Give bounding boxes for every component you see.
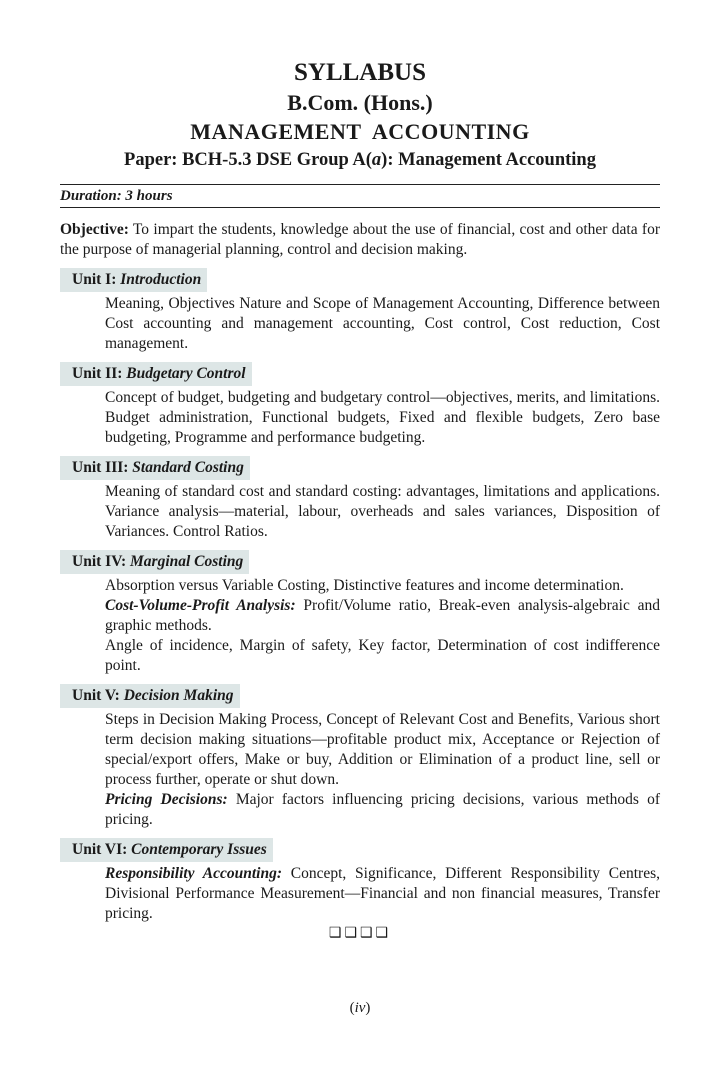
unit-name: Marginal Costing	[130, 552, 244, 570]
unit-paragraph	[105, 576, 660, 596]
topic-text: Steps in Decision Making Process, Concept of Relevant Cost and Benefits, Various short term decision making situations—profitable product mix, Acceptance or Rejection of special/export offers, Make or buy, Addition or Elimination of a product line, sell or process further, operate or shut down.	[105, 710, 660, 788]
unit-content	[105, 576, 660, 676]
topic-text: Meaning of standard cost and standard costing: advantages, limitations and applications. Variance analysis—material, labour, overheads and sales variances, Disposition of Variances. Control Ratios.	[105, 482, 660, 540]
topic-text: Angle of incidence, Margin of safety, Key factor, Determination of cost indifference point.	[105, 636, 660, 674]
unit-heading	[60, 456, 250, 480]
topic-text: Meaning, Objectives Nature and Scope of Management Accounting, Difference between Cost accounting and management accounting, Cost control, Cost reduction, Cost management.	[105, 294, 660, 352]
topic-lead: Pricing Decisions:	[105, 790, 228, 808]
unit-paragraph	[105, 596, 660, 636]
divider	[60, 207, 660, 208]
unit-paragraph	[105, 636, 660, 676]
unit-paragraph	[105, 482, 660, 542]
end-mark: ❑❑❑❑	[328, 925, 392, 941]
unit-heading	[60, 268, 207, 292]
unit-block	[60, 268, 660, 354]
unit-heading	[60, 362, 252, 386]
unit-name: Standard Costing	[132, 458, 244, 476]
unit-block	[60, 838, 660, 924]
objective-text: To impart the students, knowledge about the use of financial, cost and other data for the purpose of managerial planning, control and decision making.	[60, 220, 660, 258]
unit-paragraph	[105, 388, 660, 448]
unit-content	[105, 388, 660, 448]
unit-block	[60, 456, 660, 542]
unit-paragraph	[105, 710, 660, 790]
syllabus-page	[60, 58, 660, 942]
unit-heading	[60, 684, 240, 708]
unit-label: Unit V:	[72, 686, 124, 704]
page-title: SYLLABUS	[294, 59, 426, 86]
subject-title: MANAGEMENT ACCOUNTING	[190, 119, 530, 145]
unit-heading	[60, 550, 249, 574]
unit-name: Decision Making	[123, 686, 234, 704]
page-number-text: (iv)	[349, 1000, 371, 1016]
topic-lead: Responsibility Accounting:	[105, 864, 282, 882]
paper-title-text: Paper: BCH-5.3 DSE Group A(a): Management Accounting	[124, 149, 596, 170]
objective-paragraph	[60, 220, 660, 260]
objective-label: Objective:	[60, 220, 129, 238]
unit-name: Introduction	[120, 270, 202, 288]
paper-title	[60, 149, 660, 171]
unit-label: Unit IV:	[72, 552, 130, 570]
topic-text: Major factors influencing pricing decisions, various methods of pricing.	[105, 790, 660, 828]
unit-label: Unit II:	[72, 364, 127, 382]
units-list	[60, 268, 660, 924]
unit-paragraph	[105, 790, 660, 830]
topic-text: Profit/Volume ratio, Break-even analysis-algebraic and graphic methods.	[105, 596, 661, 634]
topic-lead: Cost-Volume-Profit Analysis:	[105, 596, 296, 614]
unit-name: Contemporary Issues	[131, 840, 267, 858]
topic-text: Concept, Significance, Different Responsibility Centres, Divisional Performance Measurement—Financial and non financial measures, Transfer pricing.	[105, 864, 660, 922]
unit-heading	[60, 838, 273, 862]
unit-label: Unit I:	[72, 270, 121, 288]
duration-line	[60, 184, 660, 207]
page-number	[0, 1000, 720, 1017]
topic-text: Concept of budget, budgeting and budgetary control—objectives, merits, and limitations. Budget administration, Functional budgets, Fixed and flexible budgets, Zero base budgeting, Programme and performance budgeting.	[105, 388, 660, 446]
unit-block	[60, 684, 660, 830]
unit-block	[60, 362, 660, 448]
degree-title: B.Com. (Hons.)	[287, 90, 433, 115]
unit-content	[105, 482, 660, 542]
unit-label: Unit III:	[72, 458, 133, 476]
duration-text: Duration: 3 hours	[60, 187, 173, 204]
unit-paragraph	[105, 294, 660, 354]
unit-content	[105, 710, 660, 830]
topic-text: Absorption versus Variable Costing, Distinctive features and income determination.	[105, 576, 624, 594]
unit-label: Unit VI:	[72, 840, 132, 858]
unit-paragraph	[105, 864, 660, 924]
unit-block	[60, 550, 660, 676]
unit-name: Budgetary Control	[126, 364, 246, 382]
unit-content	[105, 864, 660, 924]
unit-content	[105, 294, 660, 354]
